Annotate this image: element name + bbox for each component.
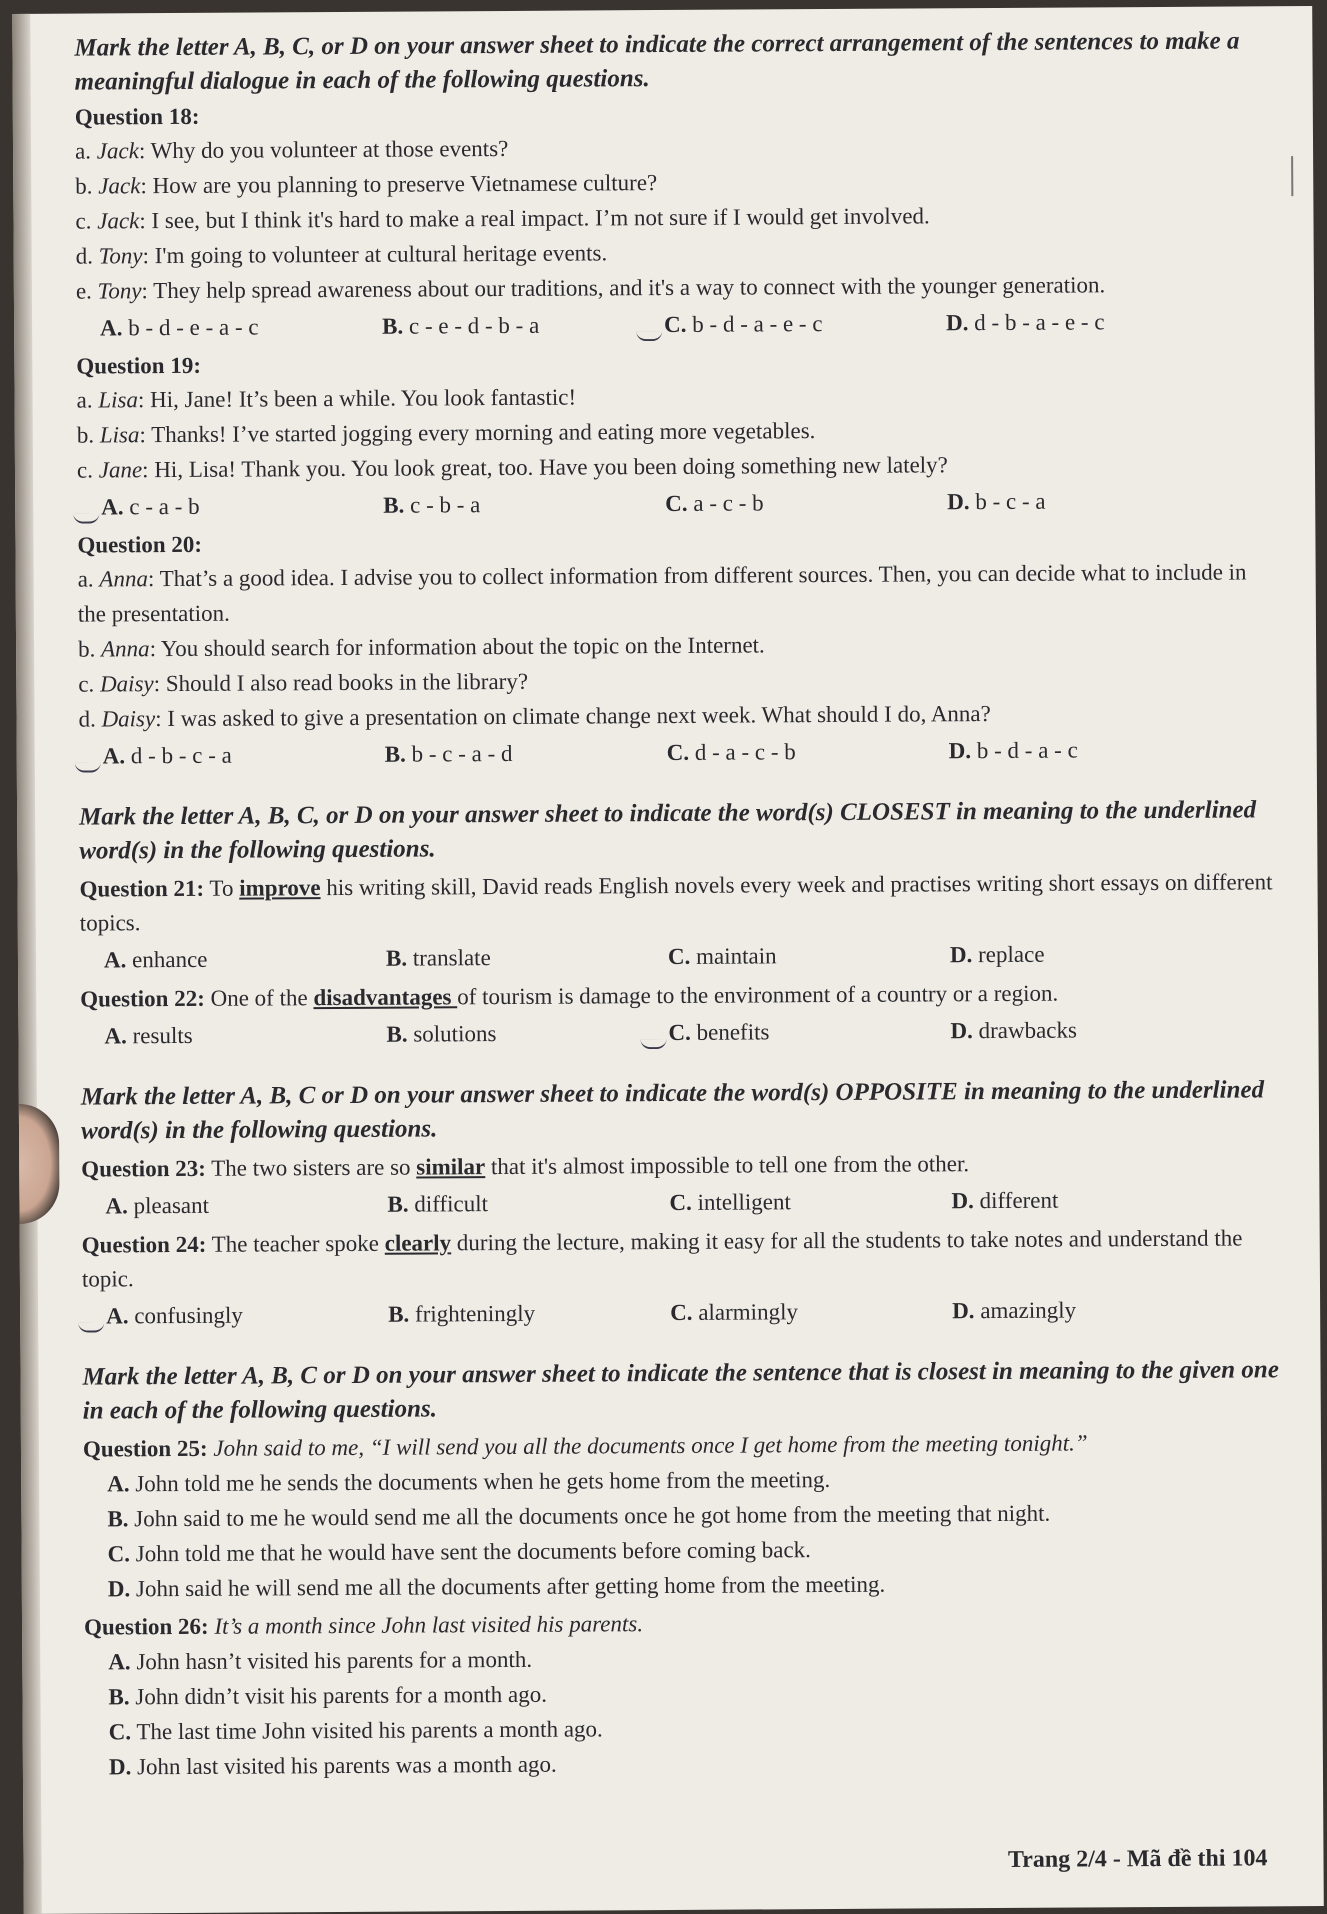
option-c[interactable]: C. a - c - b — [665, 490, 764, 517]
option-d[interactable]: D. b - c - a — [947, 488, 1046, 515]
speaker: Jack — [97, 208, 140, 234]
answer-options — [108, 1637, 1283, 1784]
page-edge-shadow — [12, 14, 42, 1914]
option-a[interactable]: A. John hasn’t visited his parents for a month. — [108, 1646, 533, 1675]
question-18 — [75, 94, 1274, 346]
question-26: Question 26: It’s a month since John last visited his parents. — [83, 1611, 644, 1640]
pen-mark-icon — [73, 513, 99, 523]
speaker: Jack — [98, 173, 141, 199]
question-title: Question 19: — [76, 352, 202, 379]
option-a[interactable]: A. enhance — [103, 946, 208, 973]
page-content — [74, 24, 1283, 1784]
dialogue-line: b. Anna: You should search for information about the topic on the Internet. — [78, 632, 765, 662]
option-b[interactable]: B. solutions — [386, 1021, 497, 1047]
question-23: Question 23: The two sisters are so similar that it's almost impossible to tell one from the other. — [81, 1151, 970, 1182]
margin-mark — [1291, 156, 1293, 196]
line-prefix: d. — [75, 243, 94, 269]
option-c[interactable]: C. John told me that he would have sent the documents before coming back. — [107, 1537, 811, 1567]
option-d[interactable]: D. different — [951, 1187, 1059, 1214]
question-21: Question 21: To improve his writing skill, David reads English novels every week and practises writing short essays on different topics. — [79, 869, 1273, 936]
section-opposite — [81, 1073, 1281, 1334]
option-b[interactable]: B. c - b - a — [383, 492, 481, 518]
option-c[interactable]: C. maintain — [667, 943, 777, 969]
answer-options — [100, 303, 1274, 346]
answer-options — [103, 731, 1277, 774]
exam-page — [12, 6, 1324, 1914]
line-prefix: e. — [75, 278, 92, 304]
dialogue-line: c. Jane: Hi, Lisa! Thank you. You look great, too. Have you been doing something new lately? — [76, 452, 948, 483]
dialogue-line: b. Lisa: Thanks! I’ve started jogging every morning and eating more vegetables. — [76, 418, 816, 448]
underlined-word: similar — [416, 1154, 486, 1180]
option-d[interactable]: D. replace — [949, 941, 1045, 968]
section-instruction-sentence: Mark the letter A, B, C or D on your answer sheet to indicate the sentence that is closest in meaning to the given one in each of the following questions. — [82, 1356, 1279, 1425]
dialogue-line — [76, 266, 1274, 308]
underlined-word: clearly — [384, 1230, 452, 1256]
pen-mark-icon — [75, 762, 101, 772]
option-d[interactable]: D. John last visited his parents was a month ago. — [108, 1751, 557, 1780]
section-closest — [79, 793, 1279, 1054]
line-text: : Why do you volunteer at those events? — [138, 135, 509, 164]
option-d[interactable]: D. b - d - a - c — [948, 737, 1078, 764]
option-c[interactable]: C. benefits — [668, 1013, 950, 1051]
option-c[interactable]: C. intelligent — [669, 1189, 791, 1215]
line-prefix: a. — [74, 138, 92, 164]
answer-options — [101, 482, 1275, 525]
question-19 — [76, 343, 1275, 525]
option-a[interactable]: A. John told me he sends the documents when he gets home from the meeting. — [107, 1467, 831, 1497]
underlined-word: improve — [239, 875, 321, 901]
option-d[interactable]: D. amazingly — [952, 1297, 1077, 1324]
line-prefix: b. — [75, 173, 93, 199]
option-a[interactable]: A. pleasant — [105, 1192, 210, 1219]
answer-options — [104, 935, 1278, 978]
option-c[interactable]: C. d - a - c - b — [666, 739, 796, 766]
line-prefix: c. — [75, 208, 92, 234]
section-closest-sentence — [82, 1353, 1283, 1784]
option-d[interactable]: D. d - b - a - e - c — [946, 309, 1105, 336]
answer-options — [106, 1291, 1280, 1334]
option-c[interactable]: C. The last time John visited his parents a month ago. — [108, 1716, 603, 1745]
thumb-overlay — [19, 1104, 60, 1224]
speaker: Jack — [96, 138, 139, 164]
section-instruction-arrangement: Mark the letter A, B, C, or D on your answer sheet to indicate the correct arrangement of the sentences to make a meaningful dialogue in each of the following questions. — [74, 27, 1240, 96]
answer-options — [105, 1181, 1279, 1224]
section-instruction-closest: Mark the letter A, B, C, or D on your answer sheet to indicate the word(s) CLOSEST in meaning to the underlined word(s) in the following questions. — [79, 796, 1257, 865]
option-c[interactable]: C. alarmingly — [670, 1299, 798, 1325]
option-a[interactable]: A. results — [104, 1022, 193, 1049]
question-25: Question 25: John said to me, “I will send you all the documents once I get home from the meeting tonight.” — [82, 1430, 1088, 1462]
speaker: Tony — [97, 278, 142, 304]
option-a[interactable]: A. confusingly — [106, 1297, 388, 1335]
line-text: : How are you planning to preserve Vietnamese culture? — [140, 170, 658, 199]
option-b[interactable]: B. b - c - a - d — [384, 740, 513, 767]
line-text: : I'm going to volunteer at cultural heritage events. — [142, 240, 608, 269]
option-a[interactable]: A. d - b - c - a — [103, 737, 385, 775]
dialogue-line: c. Daisy: Should I also read books in the library? — [78, 668, 529, 697]
option-d[interactable]: D. John said he will send me all the documents after getting home from the meeting. — [107, 1571, 886, 1602]
question-title: Question 20: — [77, 531, 203, 558]
option-b[interactable]: B. c - e - d - b - a — [382, 312, 540, 339]
underlined-word: disadvantages — [313, 984, 458, 1011]
option-b[interactable]: B. frighteningly — [388, 1300, 536, 1327]
question-22: Question 22: One of the disadvantages of tourism is damage to the environment of a country or a region. — [80, 980, 1059, 1012]
option-b[interactable]: B. John didn’t visit his parents for a month ago. — [108, 1681, 548, 1710]
dialogue-line: d. Daisy: I was asked to give a presentation on climate change next week. What should I do, Anna? — [78, 701, 991, 732]
answer-options — [104, 1011, 1278, 1054]
option-c[interactable]: C. b - d - a - e - c — [664, 305, 946, 343]
option-b[interactable]: B. John said to me he would send me all the documents once he got home from the meeting that night. — [107, 1500, 1051, 1532]
line-text: : I see, but I think it's hard to make a real impact. I’m not sure if I would get involved. — [139, 203, 930, 234]
speaker: Tony — [98, 243, 143, 269]
section-instruction-opposite: Mark the letter A, B, C or D on your answer sheet to indicate the word(s) OPPOSITE in meaning to the underlined word(s) in the following questions. — [80, 1076, 1265, 1145]
line-text: : They help spread awareness about our traditions, and it's a way to connect with the younger generation. — [141, 272, 1106, 304]
question-24: Question 24: The teacher spoke clearly during the lecture, making it easy for all the students to take notes and understand the topic. — [81, 1225, 1243, 1292]
option-b[interactable]: B. translate — [385, 945, 491, 971]
answer-options — [107, 1459, 1282, 1606]
question-20 — [77, 522, 1276, 774]
pen-mark-icon — [78, 1322, 104, 1332]
option-b[interactable]: B. difficult — [387, 1191, 489, 1217]
question-title: Question 18: — [74, 103, 200, 130]
option-d[interactable]: D. drawbacks — [950, 1017, 1077, 1044]
dialogue-line: a. Anna: That’s a good idea. I advise you to collect information from different sources. Then, you can decide what to include in the presentation. — [77, 559, 1247, 627]
option-a[interactable]: A. c - a - b — [101, 488, 383, 526]
option-a[interactable]: A. b - d - e - a - c — [100, 314, 259, 341]
dialogue-line: a. Lisa: Hi, Jane! It’s been a while. You look fantastic! — [76, 384, 577, 413]
page-footer: Trang 2/4 - Mã đề thi 104 — [1007, 1845, 1268, 1873]
